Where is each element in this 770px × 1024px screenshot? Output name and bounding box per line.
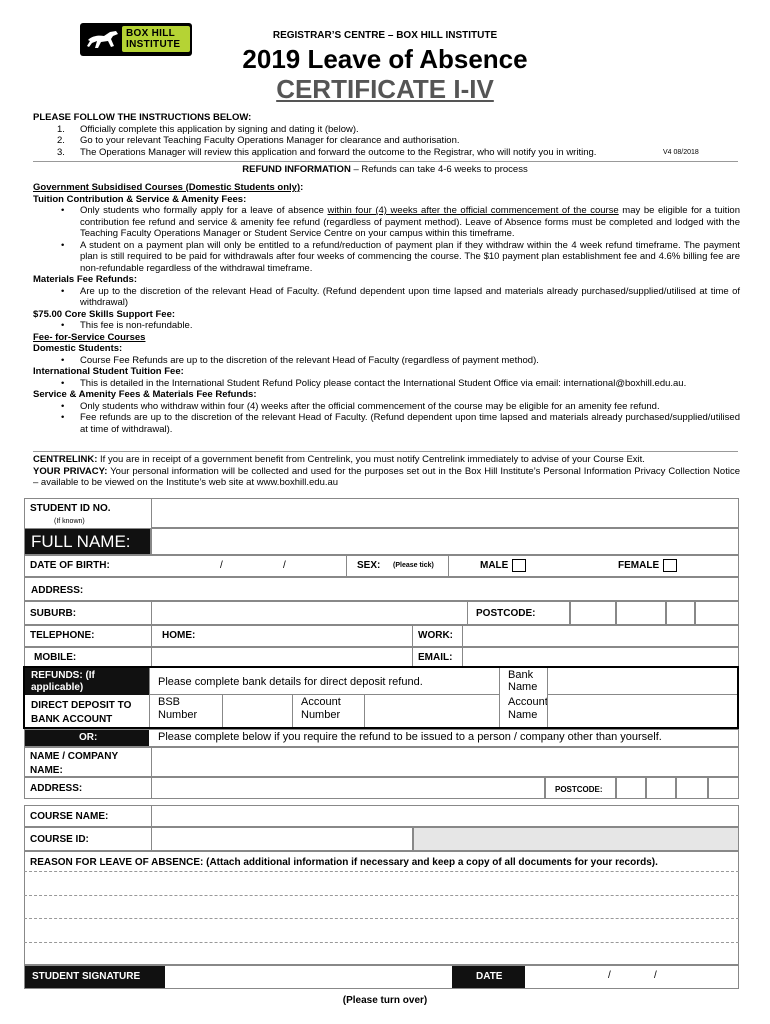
course-name-field[interactable] bbox=[151, 805, 739, 827]
name-company-field[interactable] bbox=[151, 747, 739, 777]
privacy-notice: YOUR PRIVACY: Your personal information will be collected and used for the purposes set out in the Box Hill Institute’s Personal Information Privacy Collection Notice – available to be viewed on the Institute’s web site at www.boxhill.edu.au bbox=[33, 465, 740, 488]
name-company-label: NAME / COMPANY NAME: bbox=[30, 751, 118, 776]
reason-line bbox=[24, 871, 739, 872]
course-name-label: COURSE NAME: bbox=[30, 811, 109, 822]
reason-line[interactable] bbox=[24, 942, 739, 943]
reason-label: REASON FOR LEAVE OF ABSENCE: (Attach additional information if necessary and keep a copy of all documents for your records). bbox=[30, 857, 658, 868]
or-label-cell: OR: bbox=[25, 730, 149, 746]
sa-bullet: • Fee refunds are up to the discretion of the relevant Head of Faculty. (Refund dependent upon time lapsed and materials already purchased/supplied/utilised at time of withdrawal). bbox=[33, 412, 740, 435]
materials-heading: Materials Fee Refunds: bbox=[33, 274, 137, 285]
payee-postcode-box[interactable] bbox=[708, 777, 739, 799]
instructions bbox=[33, 112, 738, 158]
bsb-field[interactable] bbox=[222, 695, 292, 727]
page-subtitle: CERTIFICATE I-IV bbox=[276, 74, 494, 104]
suburb-field[interactable] bbox=[151, 602, 468, 624]
refund-heading: REFUND INFORMATION – Refunds can take 4-6 weeks to process bbox=[242, 164, 528, 175]
work-label: WORK: bbox=[418, 630, 453, 641]
payee-postcode-label-cell: POSTCODE: bbox=[545, 777, 616, 799]
home-phone-field[interactable]: HOME: bbox=[151, 625, 413, 647]
instructions-heading: PLEASE FOLLOW THE INSTRUCTIONS BELOW: bbox=[33, 112, 252, 123]
core-heading: $75.00 Core Skills Support Fee: bbox=[33, 308, 176, 320]
postcode-box[interactable] bbox=[616, 601, 666, 625]
sex-cell: SEX: (Please tick) bbox=[346, 555, 449, 577]
mobile-field[interactable] bbox=[151, 647, 413, 667]
reason-line[interactable] bbox=[24, 895, 739, 896]
payee-postcode-box[interactable] bbox=[676, 777, 708, 799]
reason-block bbox=[24, 851, 739, 965]
payee-address-label: ADDRESS: bbox=[30, 783, 83, 794]
student-id-label-cell: STUDENT ID NO. (If known) bbox=[30, 503, 111, 525]
sa-heading: Service & Amenity Fees & Materials Fee Refunds: bbox=[33, 389, 257, 400]
telephone-label: TELEPHONE: bbox=[30, 630, 95, 641]
intl-bullet: • This is detailed in the International Student Refund Policy please contact the International Student Office via email: international@boxhill.edu.au. bbox=[33, 378, 740, 390]
date-field[interactable] bbox=[525, 966, 738, 988]
suburb-label: SUBURB: bbox=[30, 608, 77, 619]
female-option[interactable]: FEMALE bbox=[618, 559, 677, 572]
address-row[interactable]: ADDRESS: bbox=[24, 577, 739, 601]
student-id-field[interactable] bbox=[151, 498, 739, 528]
mobile-label: MOBILE: bbox=[34, 652, 77, 663]
turn-over-note: (Please turn over) bbox=[342, 995, 428, 1006]
tuition-heading: Tuition Contribution & Service & Amenity Fees: bbox=[33, 193, 247, 205]
account-number-label-cell: Account Number bbox=[292, 695, 364, 727]
domestic-heading: Domestic Students: bbox=[33, 343, 123, 354]
centrelink-notice: CENTRELINK: If you are in receipt of a government benefit from Centrelink, you must notify Centrelink immediately to advise of your Course Exit. bbox=[33, 454, 645, 465]
instruction-item: 2. Go to your relevant Teaching Faculty Operations Manager for clearance and authorisation. bbox=[57, 135, 460, 146]
dob-field[interactable] bbox=[151, 556, 346, 576]
bank-note-cell: Please complete bank details for direct deposit refund. bbox=[149, 668, 499, 695]
course-id-shaded bbox=[413, 827, 739, 851]
email-field[interactable] bbox=[462, 647, 739, 667]
full-name-field[interactable] bbox=[151, 528, 739, 555]
sa-bullet: • Only students who withdraw within four (4) weeks after the official commencement of the course may be eligible for an amenity fee refund. bbox=[33, 401, 740, 413]
date-label-cell: DATE bbox=[452, 966, 525, 988]
signature-field[interactable] bbox=[165, 966, 452, 988]
postcode-box[interactable] bbox=[570, 601, 616, 625]
payee-postcode-box[interactable] bbox=[646, 777, 676, 799]
date-slash: / bbox=[654, 970, 657, 981]
tuition-bullet: • Only students who formally apply for a leave of absence within four (4) weeks after the official commencement of the course may be eligible for a tuition contribution fee refund and service & amenity fee refund (regardless of payment method). Leave of Absence forms must be completed and lodged with the Teaching Faculty Operations Manager or Student Service Centre on your campus within this timeframe. bbox=[33, 205, 740, 240]
account-name-label-cell: Account Name bbox=[499, 695, 547, 727]
divider bbox=[33, 161, 738, 162]
full-name-label-cell bbox=[24, 528, 151, 555]
date-slash: / bbox=[608, 970, 611, 981]
payee-postcode-box[interactable] bbox=[616, 777, 646, 799]
postcode-label-cell: POSTCODE: bbox=[467, 601, 570, 625]
female-checkbox[interactable] bbox=[663, 559, 677, 572]
logo-text: BOX HILL INSTITUTE bbox=[122, 26, 190, 52]
instruction-item: 1. Officially complete this application by signing and dating it (below). bbox=[57, 123, 359, 135]
account-name-field[interactable] bbox=[547, 695, 737, 727]
intl-heading: International Student Tuition Fee: bbox=[33, 366, 184, 377]
domestic-bullet: • Course Fee Refunds are up to the discretion of the relevant Head of Faculty (regardless of payment method). bbox=[33, 355, 740, 367]
notices bbox=[33, 454, 740, 489]
version-label: V4 08/2018 bbox=[663, 149, 699, 156]
account-number-field[interactable] bbox=[364, 695, 499, 727]
course-id-field[interactable] bbox=[151, 827, 413, 851]
dob-label: DATE OF BIRTH: bbox=[30, 560, 110, 571]
dob-slash: / bbox=[283, 560, 286, 571]
materials-bullet: • Are up to the discretion of the relevant Head of Faculty. (Refund dependent upon time lapsed and materials already purchased/supplied/utilised at time of withdrawal) bbox=[33, 286, 740, 309]
payee-address-field[interactable] bbox=[151, 777, 545, 799]
core-bullet: • This fee is non-refundable. bbox=[33, 320, 740, 332]
divider bbox=[33, 451, 738, 452]
direct-deposit-label-cell: DIRECT DEPOSIT TO BANK ACCOUNT bbox=[31, 700, 132, 725]
bank-name-label-cell: Bank Name bbox=[499, 668, 547, 695]
gov-heading: Government Subsidised Courses (Domestic Students only): bbox=[33, 182, 304, 193]
other-payee-note: Please complete below if you require the refund to be issued to a person / company other than yourself. bbox=[158, 731, 662, 743]
email-label: EMAIL: bbox=[418, 652, 453, 663]
course-id-label: COURSE ID: bbox=[30, 834, 89, 845]
male-checkbox[interactable] bbox=[512, 559, 526, 572]
tuition-bullet: • A student on a payment plan will only be entitled to a refund/reduction of payment plan if they withdraw within the 4 week refund timeframe. The payment plan is still required to be paid for withdrawals after four weeks of commencing the course. The $10 payment plan establishment fee and 4.6% billing fee are non-refundable regardless of the withdrawal timeframe. bbox=[33, 240, 740, 275]
bank-name-field[interactable] bbox=[547, 668, 737, 695]
signature-label-cell: STUDENT SIGNATURE bbox=[25, 966, 165, 988]
bsb-label-cell: BSB Number bbox=[149, 695, 222, 727]
ffs-heading: Fee- for-Service Courses bbox=[33, 331, 146, 343]
reason-line[interactable] bbox=[24, 918, 739, 919]
page-title: 2019 Leave of Absence bbox=[242, 44, 528, 74]
work-phone-field[interactable] bbox=[462, 625, 739, 647]
postcode-box[interactable] bbox=[666, 601, 695, 625]
male-option[interactable]: MALE bbox=[480, 559, 526, 572]
instruction-item: 3. The Operations Manager will review this application and forward the outcome to the Registrar, who will notify you in writing. bbox=[57, 146, 597, 158]
org-heading: REGISTRAR’S CENTRE – BOX HILL INSTITUTE bbox=[272, 30, 498, 41]
dob-slash: / bbox=[220, 560, 223, 571]
postcode-box[interactable] bbox=[695, 601, 739, 625]
refund-info bbox=[33, 182, 740, 435]
refunds-label-cell: REFUNDS: (If applicable) bbox=[25, 668, 149, 695]
full-name-label: FULL NAME: bbox=[31, 532, 131, 551]
